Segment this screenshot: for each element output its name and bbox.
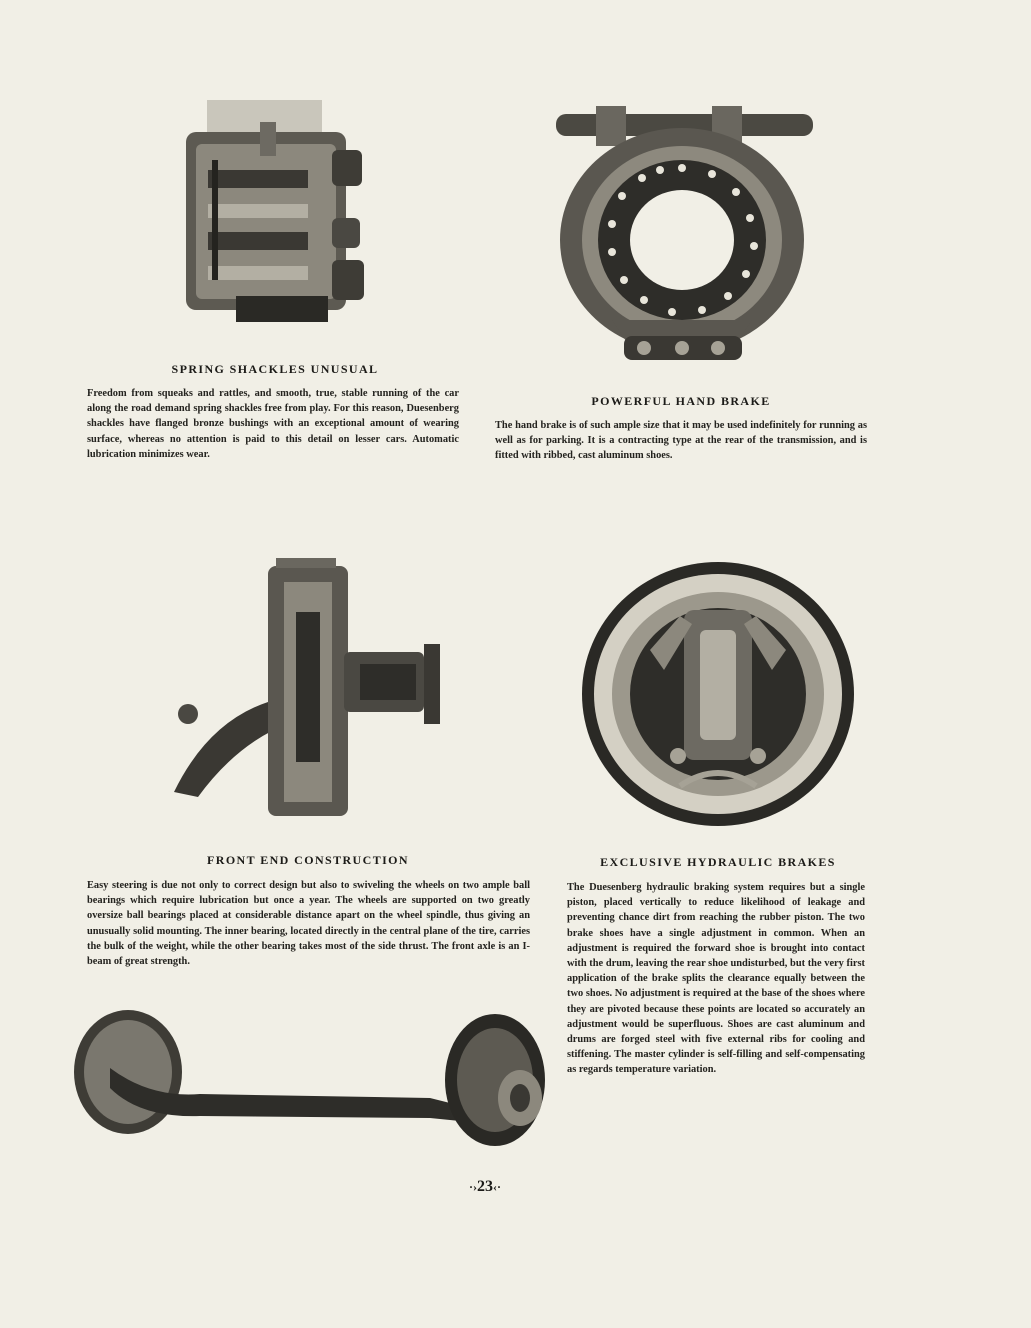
front-end-cutaway-photo: [168, 552, 448, 832]
front-end-title: FRONT END CONSTRUCTION: [207, 853, 409, 867]
hand-brake-title: POWERFUL HAND BRAKE: [591, 394, 771, 408]
spring-shackles-title: SPRING SHACKLES UNUSUAL: [171, 362, 379, 376]
page-number-text: 23: [477, 1178, 493, 1195]
front-end-body: Easy steering is due not only to correct design but also to swiveling the wheels on two ample ball bearings which require lubrication but once a year. The wheels are supported on two greatly oversize ball bearings placed at considerable distance apart on the wheel spindle, thus giving an unusually solid mounting. The inner bearing, located directly in the central plane of the tire, carries the bulk of the weight, while the other bearing takes most of the side thrust. The front axle is an I-beam of great strength.: [87, 880, 530, 968]
hydraulic-brakes-body: The Duesenberg hydraulic braking system requires but a single piston, placed vertically to reduce likelihood of leakage and preventing chance dirt from reaching the rubber piston. The two brake shoes have a single adjustment in common. When an adjustment is required the forward shoe is brought into contact with the drum, leaving the rear shoe undisturbed, but the very first application of the brake splits the clearance equally between the two shoes. No adjustment is required at the base of the shoes where they are pivoted because these points are located so accurately an adjustment would be superfluous. Shoes are cast aluminum and drums are forged steel with five external ribs for cooling and stiffening. The master cylinder is self-filling and self-compensating as regards temperature variation.: [567, 882, 865, 1076]
spring-shackle-photo: [172, 100, 372, 325]
hydraulic-brake-photo: [580, 560, 856, 828]
page-number: [440, 1178, 530, 1196]
hand-brake-photo: [552, 100, 817, 368]
front-axle-photo: [70, 1008, 550, 1148]
left-ornament: ·›: [469, 1180, 477, 1194]
right-ornament: ‹·: [493, 1180, 501, 1194]
hand-brake-body: The hand brake is of such ample size that it may be used indefinitely for running as well as for parking. It is a contracting type at the rear of the transmission, and is fitted with ribbed, cast aluminum shoes.: [495, 420, 867, 462]
hydraulic-brakes-title: EXCLUSIVE HYDRAULIC BRAKES: [600, 855, 836, 869]
spring-shackles-body: Freedom from squeaks and rattles, and smooth, true, stable running of the car along the road demand spring shackles free from play. For this reason, Duesenberg shackles have flanged bronze bushings with an exceptional amount of wearing surface, whereas no attention is paid to this detail on lesser cars. Automatic lubrication minimizes wear.: [87, 388, 459, 460]
